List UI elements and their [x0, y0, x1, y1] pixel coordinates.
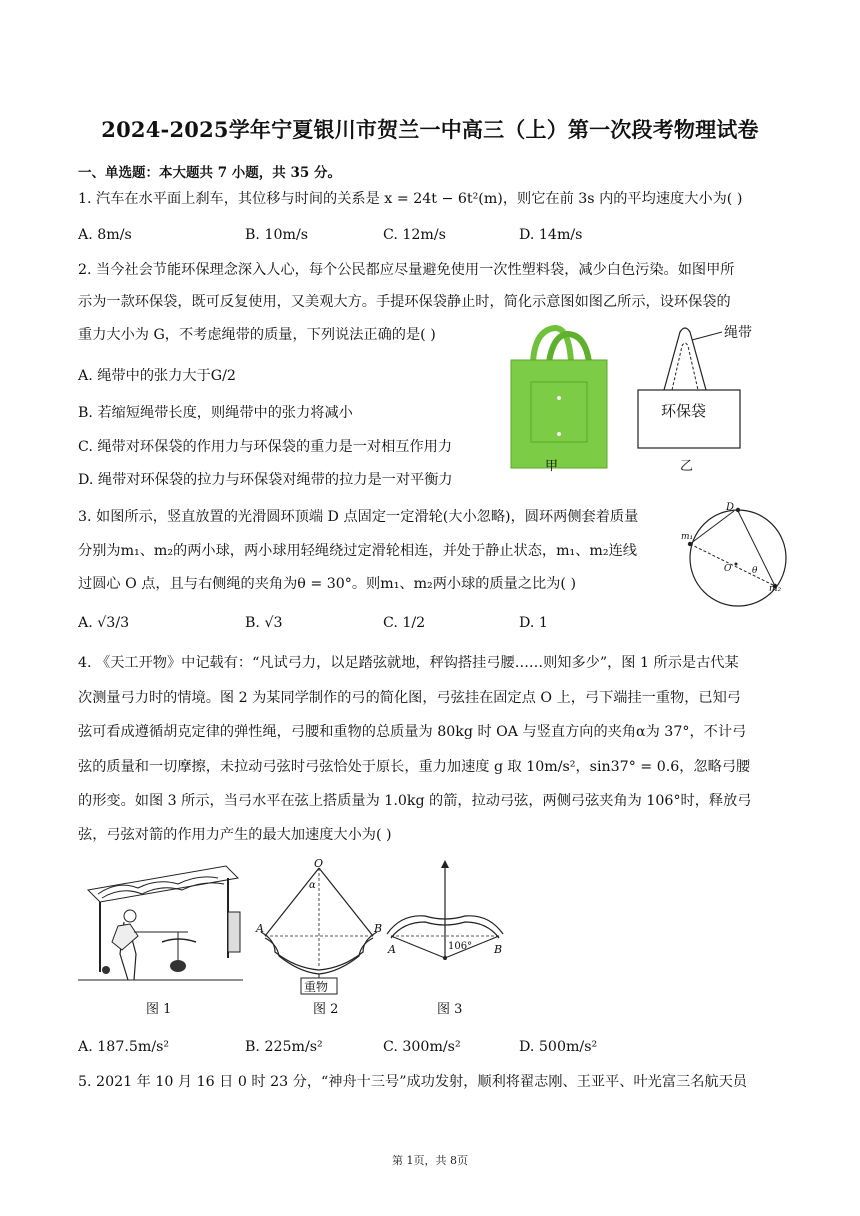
q2-option-c: C. 绳带对环保袋的作用力与环保袋的重力是一对相互作用力 [78, 439, 453, 455]
ancient-bow-test-illustration [78, 862, 243, 990]
q3-stem-line1: 3. 如图所示，竖直放置的光滑圆环顶端 D 点固定一定滑轮(大小忽略)，圆环两侧套着质量 [78, 509, 639, 525]
q2-stem-line1: 2. 当今社会节能环保理念深入人心，每个公民都应尽量避免使用一次性塑料袋，减少白色污染。如图甲所 [78, 262, 735, 278]
q4-stem-line3: 弦可看成遵循胡克定律的弹性绳，弓腰和重物的总质量为 80kg 时 OA 与竖直方向的夹角α为 37°，不计弓 [78, 724, 747, 740]
weight-label: 重物 [304, 980, 329, 994]
section-heading: 一、单选题：本大题共 7 小题，共 35 分。 [78, 165, 341, 181]
theta-label: θ [752, 566, 758, 576]
q1-option-a: A. 8m/s [78, 227, 132, 243]
strap-label: 绳带 [724, 325, 752, 341]
point-a-label-fig2: A [256, 922, 264, 935]
q1-stem: 1. 汽车在水平面上刹车，其位移与时间的关系是 x = 24t − 6t²(m)，则它在前 3s 内的平均速度大小为( ) [78, 191, 743, 207]
q3-stem-line3: 过圆心 O 点，且与右侧绳的夹角为θ = 30°。则m₁、m₂两小球的质量之比为( ) [78, 576, 576, 592]
q4-stem-line5: 的形变。如图 3 所示，当弓水平在弦上搭质量为 1.0kg 的箭，拉动弓弦，两侧弓弦夹角为 106°时，释放弓 [78, 793, 752, 809]
bag-label: 环保袋 [661, 402, 707, 420]
q3-option-a: A. √3/3 [78, 615, 130, 631]
q5-stem-line1: 5. 2021 年 10 月 16 日 0 时 23 分，“神舟十三号”成功发射，顺利将翟志刚、王亚平、叶光富三名航天员 [78, 1074, 747, 1090]
figure-1-caption: 图 1 [146, 1002, 172, 1017]
q2-option-d: D. 绳带对环保袋的拉力与环保袋对绳带的拉力是一对平衡力 [78, 472, 453, 488]
point-b-label-fig3: B [494, 943, 503, 956]
q4-option-a: A. 187.5m/s² [78, 1039, 170, 1055]
q2-option-a: A. 绳带中的张力大于G/2 [78, 368, 236, 384]
q1-option-b: B. 10m/s [245, 227, 309, 243]
figure-yi-caption: 乙 [680, 459, 694, 474]
q2-option-b: B. 若缩短绳带长度，则绳带中的张力将减小 [78, 405, 353, 421]
q4-stem-line4: 弦的质量和一切摩擦，未拉动弓弦时弓弦恰处于原长，重力加速度 g 取 10m/s²，sin37° = 0.6，忽略弓腰 [78, 759, 751, 775]
figure-3-caption: 图 3 [437, 1002, 463, 1017]
q4-stem-line6: 弦，弓弦对箭的作用力产生的最大加速度大小为( ) [78, 827, 392, 843]
point-b-label-fig2: B [374, 922, 383, 935]
center-o-label: O [724, 564, 732, 574]
q3-option-c: C. 1/2 [383, 615, 426, 631]
page-footer: 第 1页，共 8页 [392, 1154, 468, 1167]
q4-stem-line1: 4. 《天工开物》中记载有：“凡试弓力，以足踏弦就地，秤钩搭挂弓腰……则知多少”，图 1 所示是古代某 [78, 655, 739, 671]
bow-hanging-diagram [255, 860, 390, 995]
angle-106-label: 106° [448, 941, 473, 952]
alpha-label: α [309, 880, 316, 891]
point-o-label: O [314, 857, 324, 870]
q2-stem-line3: 重力大小为 G，不考虑绳带的质量，下列说法正确的是( ) [78, 327, 436, 343]
q1-option-c: C. 12m/s [383, 227, 446, 243]
m2-label: m₂ [769, 584, 782, 594]
q3-stem-line2: 分别为m₁、m₂的两小球，两小球用轻绳绕过定滑轮相连，并处于静止状态，m₁、m₂连线 [78, 543, 637, 559]
green-bag-image [505, 322, 615, 472]
q4-option-c: C. 300m/s² [383, 1039, 461, 1055]
q4-option-b: B. 225m/s² [245, 1039, 323, 1055]
page-title: 2024-2025学年宁夏银川市贺兰一中高三（上）第一次段考物理试卷 [101, 117, 759, 142]
figure-2-caption: 图 2 [313, 1002, 339, 1017]
q4-option-d: D. 500m/s² [519, 1039, 598, 1055]
q3-option-d: D. 1 [519, 615, 548, 631]
q4-stem-line2: 次测量弓力时的情境。图 2 为某同学制作的弓的简化图，弓弦挂在固定点 O 上，弓下端挂一重物，已知弓 [78, 690, 741, 706]
m1-label: m₁ [681, 532, 694, 542]
q2-stem-line2: 示为一款环保袋，既可反复使用，又美观大方。手提环保袋静止时，简化示意图如图乙所示，设环保袋的 [78, 294, 731, 310]
point-a-label-fig3: A [388, 943, 396, 956]
q1-option-d: D. 14m/s [519, 227, 583, 243]
point-d-label: D [726, 502, 735, 513]
figure-jia-caption: 甲 [545, 459, 559, 474]
q3-option-b: B. √3 [245, 615, 283, 631]
